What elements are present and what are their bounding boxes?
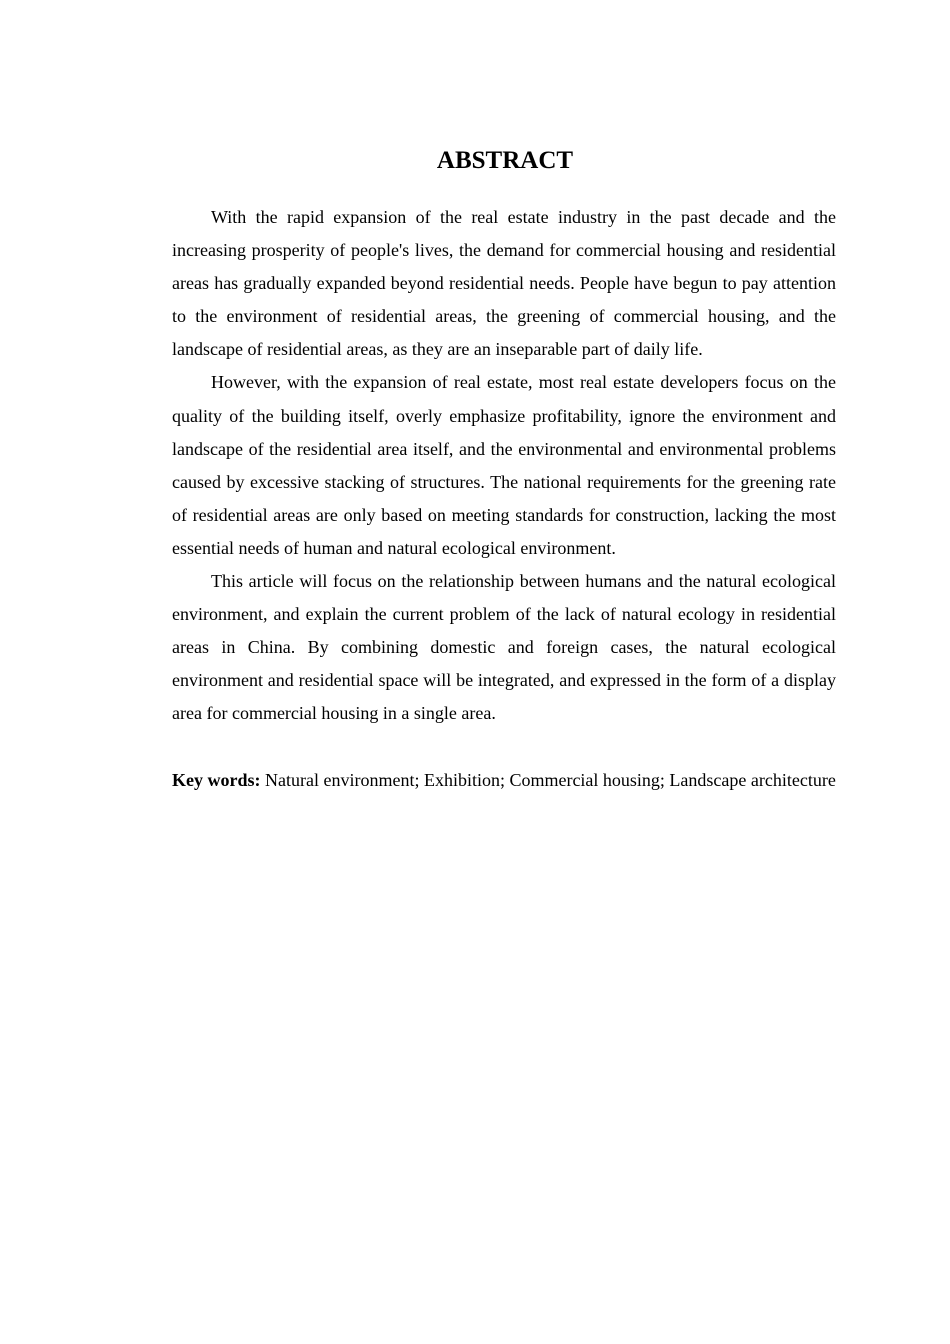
keywords-label: Key words: xyxy=(172,769,261,790)
keywords-line xyxy=(172,764,836,797)
abstract-section xyxy=(172,143,836,797)
abstract-paragraph-2: However, with the expansion of real estate, most real estate developers focus on the quality of the building itself, overly emphasize profitability, ignore the environment and landscape of the residential area itself, and the environmental and environmental problems caused by excessive stacking of structures. The national requirements for the greening rate of residential areas are only based on meeting standards for construction, lacking the most essential needs of human and natural ecological environment. xyxy=(172,372,836,558)
keywords-text: Natural environment; Exhibition; Commercial housing; Landscape architecture xyxy=(265,769,836,790)
abstract-paragraph-3: This article will focus on the relationship between humans and the natural ecological environment, and explain the current problem of the lack of natural ecology in residential areas in China. By combining domestic and foreign cases, the natural ecological environment and residential space will be integrated, and expressed in the form of a display area for commercial housing in a single area. xyxy=(172,571,836,724)
abstract-paragraph-1: With the rapid expansion of the real estate industry in the past decade and the increasing prosperity of people's lives, the demand for commercial housing and residential areas has gradually expanded beyond residential needs. People have begun to pay attention to the environment of residential areas, the greening of commercial housing, and the landscape of residential areas, as they are an inseparable part of daily life. xyxy=(172,207,836,360)
abstract-title: ABSTRACT xyxy=(436,147,574,174)
